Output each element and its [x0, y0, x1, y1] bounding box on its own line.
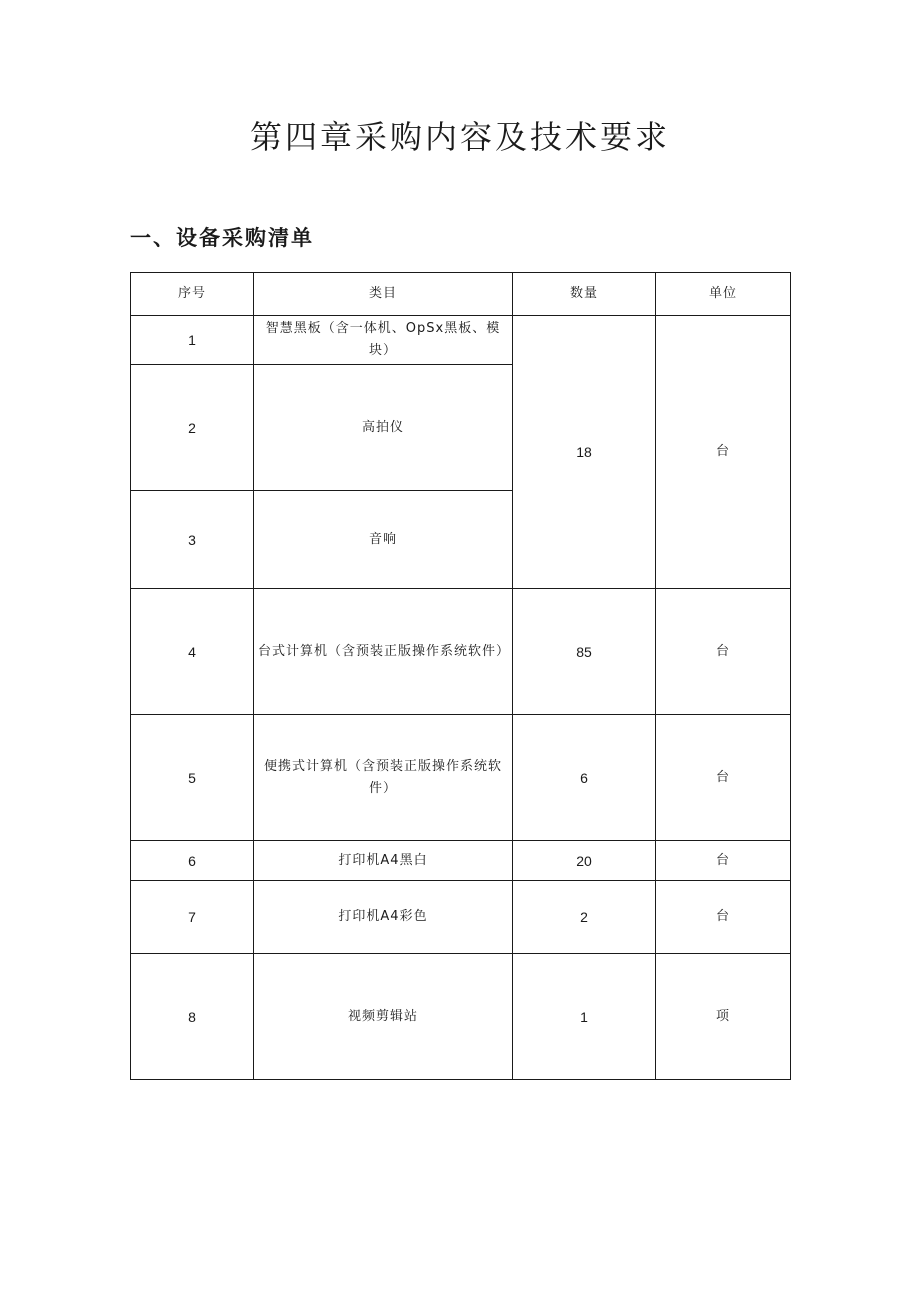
section-heading: 一、设备采购清单 — [130, 226, 314, 250]
row-unit: 台 — [656, 589, 791, 715]
table-row — [131, 841, 791, 881]
row-seq: 7 — [131, 881, 254, 954]
header-quantity: 数量 — [513, 273, 656, 316]
header-seq: 序号 — [131, 273, 254, 316]
merged-quantity: 18 — [513, 316, 656, 589]
row-seq: 4 — [131, 589, 254, 715]
row-item: 台式计算机（含预装正版操作系统软件） — [254, 589, 513, 715]
table-row — [131, 316, 791, 365]
table-row — [131, 881, 791, 954]
row-item: 打印机A4彩色 — [254, 881, 513, 954]
row-item: 打印机A4黑白 — [254, 841, 513, 881]
row-item: 视频剪辑站 — [254, 954, 513, 1080]
table-header-row — [131, 273, 791, 316]
table-row — [131, 954, 791, 1080]
row-unit: 台 — [656, 841, 791, 881]
row-item: 高拍仪 — [254, 365, 513, 491]
table-row — [131, 715, 791, 841]
row-item: 音响 — [254, 491, 513, 589]
row-unit: 台 — [656, 715, 791, 841]
row-seq: 3 — [131, 491, 254, 589]
row-unit: 台 — [656, 881, 791, 954]
row-quantity: 2 — [513, 881, 656, 954]
equipment-list-table — [130, 272, 791, 1080]
row-quantity: 85 — [513, 589, 656, 715]
page-title: 第四章采购内容及技术要求 — [249, 118, 670, 156]
merged-unit: 台 — [656, 316, 791, 589]
row-quantity: 6 — [513, 715, 656, 841]
row-unit: 项 — [656, 954, 791, 1080]
row-seq: 6 — [131, 841, 254, 881]
header-unit: 单位 — [656, 273, 791, 316]
row-quantity: 20 — [513, 841, 656, 881]
table-row — [131, 589, 791, 715]
row-item: 便携式计算机（含预装正版操作系统软件） — [254, 715, 513, 841]
row-seq: 2 — [131, 365, 254, 491]
row-item: 智慧黑板（含一体机、OpSx黑板、模块） — [254, 316, 513, 365]
row-seq: 8 — [131, 954, 254, 1080]
row-seq: 5 — [131, 715, 254, 841]
header-item: 类目 — [254, 273, 513, 316]
row-seq: 1 — [131, 316, 254, 365]
row-quantity: 1 — [513, 954, 656, 1080]
